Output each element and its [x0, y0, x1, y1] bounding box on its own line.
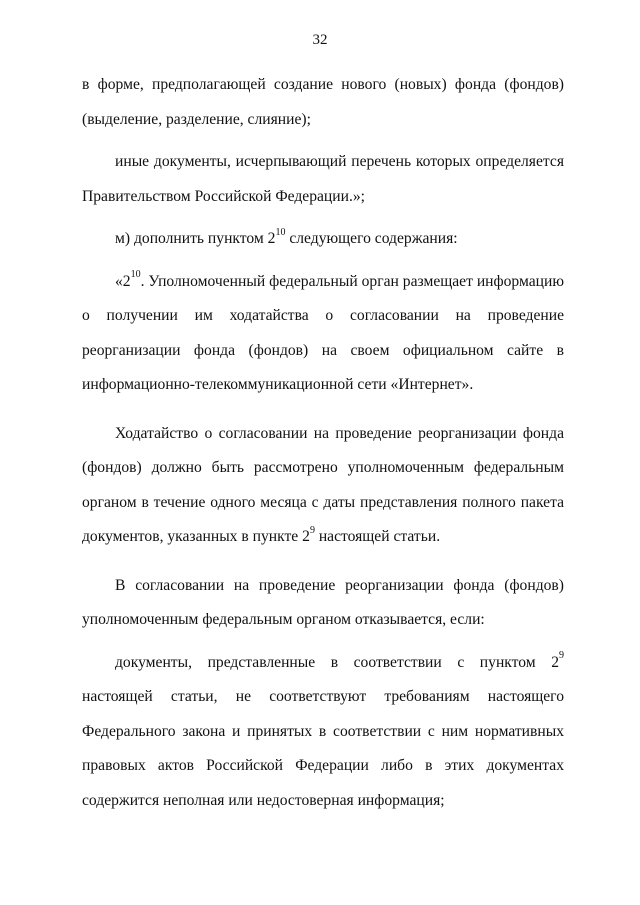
superscript-9: 9	[309, 524, 315, 536]
paragraph-petition-review	[82, 417, 564, 555]
paragraph-documents-noncompliant	[82, 646, 564, 819]
amendment-m-text-end: следующего содержания:	[285, 230, 458, 247]
superscript-9: 9	[559, 650, 564, 662]
paragraph-other-documents: иные документы, исчерпывающий перечень которых определяется Правительством Российской Федерации.»;	[82, 153, 564, 205]
paragraph-amendment-m	[82, 222, 564, 257]
point-2-10-start: «2	[115, 272, 131, 290]
petition-review-text-end: настоящей статьи.	[314, 528, 441, 545]
paragraph-refusal-conditions: В согласовании на проведение реорганизации фонда (фондов) уполномоченным федеральным органом отказывается, если:	[82, 576, 564, 628]
noncompliant-text-end: настоящей статьи, не соответствуют требованиям настоящего Федерального закона и принятых в соответствии с ним нормативных правовых актов Российской Федерации либо в этих документах содержится неполная или недостоверная информация;	[82, 688, 564, 809]
document-body	[82, 68, 564, 818]
superscript-10: 10	[275, 226, 286, 238]
paragraph-point-2-10	[82, 265, 564, 403]
paragraph-form-reorganization: в форме, предполагающей создание нового (новых) фонда (фондов) (выделение, разделение, слияние);	[82, 76, 564, 128]
point-2-10-text: . Уполномоченный федеральный орган размещает информацию о получении им ходатайства о согласовании на проведение реорганизации фонда (фондов) на своем официальном сайте в информационно-телекоммуникационной сети «Интернет».	[82, 272, 564, 393]
amendment-m-text: м) дополнить пунктом 2	[115, 230, 276, 247]
page-number: 32	[312, 32, 328, 48]
noncompliant-text: документы, представленные в соответствии с пунктом 2	[115, 653, 559, 671]
superscript-10: 10	[130, 269, 141, 281]
petition-review-text: Ходатайство о согласовании на проведение реорганизации фонда (фондов) должно быть рассмотрено уполномоченным федеральным органом в течение одного месяца с даты представления полного пакета документов, указанных в пункте 2	[82, 424, 564, 545]
